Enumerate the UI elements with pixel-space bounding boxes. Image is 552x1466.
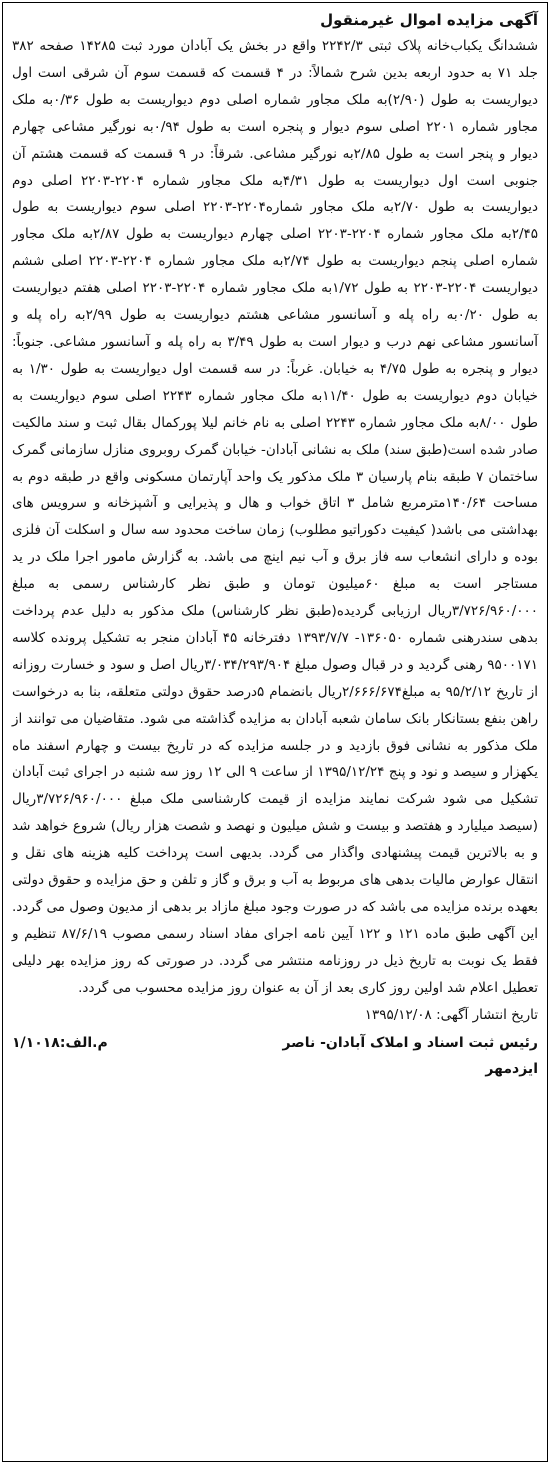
publish-date: تاریخ انتشار آگهی: ۱۳۹۵/۱۲/۰۸: [364, 1006, 538, 1023]
signature-row: [12, 1030, 538, 1056]
signature-title: رئیس ثبت اسناد و املاک آبادان- ناصر: [282, 1034, 538, 1051]
auction-notice: [2, 2, 548, 1462]
reference-code: م.الف:۱/۱۰۱۸: [12, 1034, 108, 1051]
notice-title: آگهی مزایده اموال غیرمنقول: [320, 11, 538, 29]
notice-body: ششدانگ یکباب‌خانه پلاک ثبتی ۲۲۴۲/۳ واقع در بخش یک آبادان مورد ثبت ۱۴۲۸۵ صفحه ۳۸۲ جلد ۷۱ به حدود اربعه بدین شرح شمالاً: در ۴ قسمت که قسمت سوم آن شرقی است اول دیواریست به طول (۲/۹۰)به ملک مجاور شماره اصلی دوم دیواریست به طول ۰/۳۶به ملک مجاور شماره ۲۲۰۱ اصلی سوم دیوار و پنجره است به طول ۰/۹۴به نورگیر مشاعی چهارم دیوار و پنجر است به طول ۲/۸۵به نورگیر مشاعی. شرقاً: در ۹ قسمت که قسمت هشتم آن جنوبی است اول دیواریست به طول ۴/۳۱به ملک مجاور شماره ۲۲۰۴-۲۲۰۳ اصلی دوم دیواریست به طول ۲/۷۰به ملک مجاور شماره۲۲۰۴-۲۲۰۳ اصلی سوم دیواریست به طول ۲/۴۵به ملک مجاور شماره ۲۲۰۴-۲۲۰۳ اصلی چهارم دیواریست به طول ۲/۸۷به ملک مجاور شماره اصلی پنجم دیواریست به طول ۲/۷۴به ملک مجاور شماره ۲۲۰۴-۲۲۰۳ اصلی ششم دیواریست ۲۲۰۴-۲۲۰۳ به طول ۱/۷۲به ملک مجاور شماره ۲۲۰۴-۲۲۰۳ اصلی هفتم دیواریست به طول ۰/۲۰به راه پله و آسانسور مشاعی هشتم دیواریست به طول ۲/۹۹به راه پله و آسانسور مشاعی نهم درب و دیوار است به طول ۳/۴۹ به راه پله و آسانسور مشاعی. جنوباً: دیوار و پنجره به طول ۴/۷۵ به خیابان. غرباً: در سه قسمت اول دیواریست به طول ۱/۳۰ به خیابان دوم دیواریست به طول ۱۱/۴۰به ملک مجاور شماره ۲۲۴۳ اصلی سوم دیواریست به طول ۸/۰۰به ملک مجاور شماره ۲۲۴۳ اصلی به نام خانم لیلا پورکمال بقال ثبت و سند مالکیت صادر شده است(طبق سند) ملک به نشانی آبادان- خیابان گمرک روبروی منازل سازمانی گمرک ساختمان ۷ طبقه بنام پارسیان ۳ ملک مذکور یک واحد آپارتمان مسکونی واقع در طبقه دوم به مساحت ۱۴۰/۶۴مترمربع شامل ۳ اتاق خواب و هال و پذیرایی و آشپزخانه و سرویس های بهداشتی می باشد( کیفیت دکوراتیو مطلوب) زمان ساخت محدود سه سال و اسکلت آن فلزی بوده و دارای انشعاب سه فاز برق و آب نیم اینچ می باشد. به گزارش مامور اجرا ملک در ید مستاجر است به مبلغ ۶۰میلیون تومان و طبق نظر کارشناس رسمی به مبلغ ۳/۷۲۶/۹۶۰/۰۰۰ریال ارزیابی گردیده(طبق نظر کارشناس) ملک مذکور به دلیل عدم پرداخت بدهی سندرهنی شماره ۱۳۶۰۵۰- ۱۳۹۳/۷/۷ دفترخانه ۴۵ آبادان منجر به تشکیل پرونده کلاسه ۹۵۰۰۱۷۱ رهنی گردید و در قبال وصول مبلغ ۳/۰۳۴/۲۹۳/۹۰۴ریال اصل و سود و خسارت روزانه از تاریخ ۹۵/۲/۱۲ به مبلغ۲/۶۶۶/۶۷۴ریال بانضمام ۵درصد حقوق دولتی متعلقه، بنا به درخواست راهن بنفع بستانکار بانک سامان شعبه آبادان به مزایده گذاشته می شود. متقاضیان می توانند از ملک مذکور به نشانی فوق بازدید و در جلسه مزایده که در تاریخ بیست و چهارم اسفند ماه یکهزار و سیصد و نود و پنج ۱۳۹۵/۱۲/۲۴ از ساعت ۹ الی ۱۲ روز سه شنبه در اجرای ثبت آبادان تشکیل می شود شرکت نمایند مزایده از قیمت کارشناسی ملک مبلغ ۳/۷۲۶/۹۶۰/۰۰۰ریال (سیصد میلیارد و هفتصد و بیست و شش میلیون و نهصد و شصت هزار ریال) شروع خواهد شد و به بالاترین قیمت پیشنهادی واگذار می گردد. بدیهی است پرداخت کلیه هزینه های نقل و انتقال عوارض مالیات بدهی های مربوط به آب و برق و گاز و تلفن و حق مزایده و حقوق دولتی بعهده برنده مزایده می باشد که در صورت وجود مبلغ مازاد بر بدهی از مدیون وصول می گردد. این آگهی طبق ماده ۱۲۱ و ۱۲۲ آیین نامه اجرای مفاد اسناد رسمی مصوب ۸۷/۶/۱۹ تنظیم و فقط یک نوبت به تاریخ ذیل در روزنامه منتشر می گردد. در صورتی که روز مزایده بهر دلیلی تعطیل اعلام شد اولین روز کاری بعد از آن به عنوان روز مزایده محسوب می گردد.: [12, 38, 539, 996]
signature-name: ایزدمهر: [485, 1060, 538, 1077]
